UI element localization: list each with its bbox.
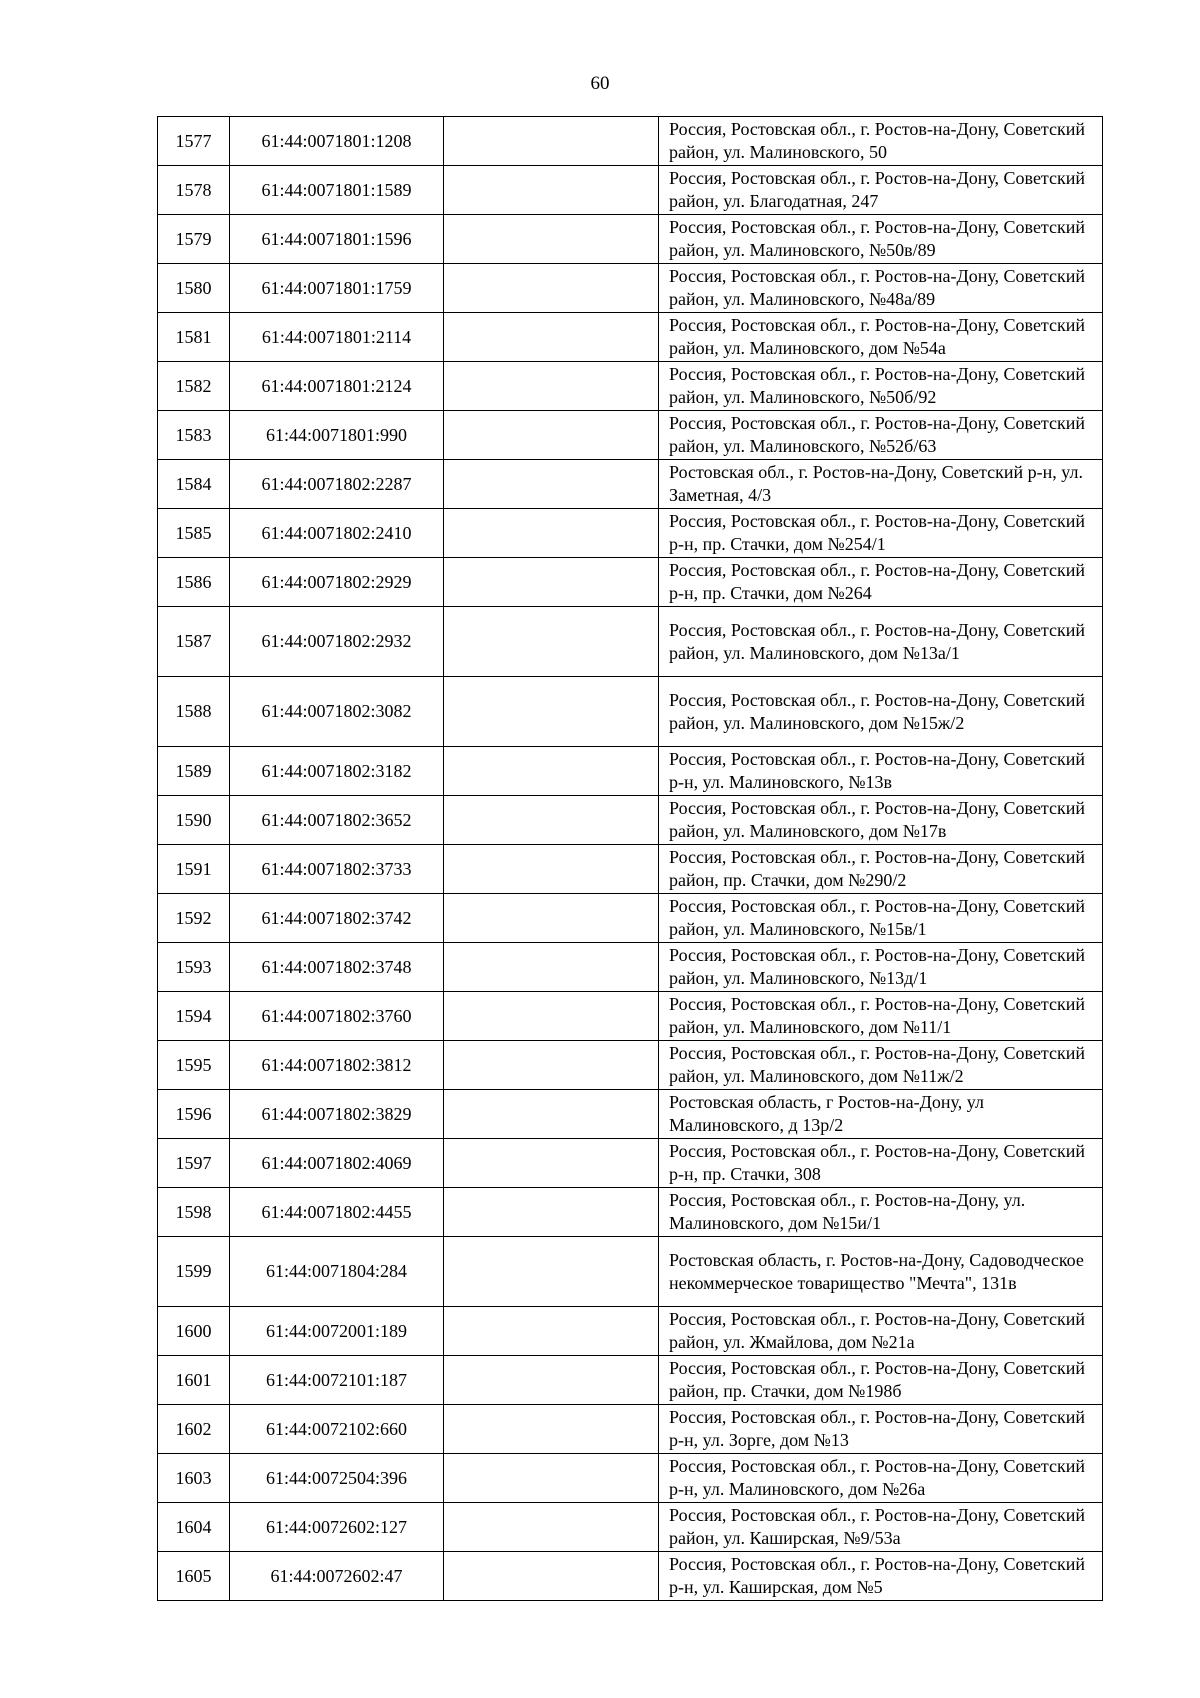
table-row [158, 1503, 1103, 1552]
address-cell: Россия, Ростовская обл., г. Ростов-на-Дону, Советский район, ул. Малиновского, №52б/63 [659, 411, 1103, 460]
property-table [157, 116, 1103, 1601]
row-number: 1591 [158, 845, 230, 894]
empty-cell [444, 411, 659, 460]
empty-cell [444, 607, 659, 677]
address-cell: Россия, Ростовская обл., г. Ростов-на-Дону, Советский район, ул. Малиновского, №48а/89 [659, 264, 1103, 313]
cadastral-number: 61:44:0071802:3812 [230, 1041, 444, 1090]
row-number: 1583 [158, 411, 230, 460]
empty-cell [444, 313, 659, 362]
cadastral-number: 61:44:0072602:47 [230, 1552, 444, 1601]
cadastral-number: 61:44:0071801:1589 [230, 166, 444, 215]
empty-cell [444, 1188, 659, 1237]
row-number: 1588 [158, 677, 230, 747]
address-cell: Россия, Ростовская обл., г. Ростов-на-Дону, Советский р-н, ул. Малиновского, дом №26а [659, 1454, 1103, 1503]
cadastral-number: 61:44:0071802:3082 [230, 677, 444, 747]
cadastral-number: 61:44:0072504:396 [230, 1454, 444, 1503]
address-cell: Россия, Ростовская обл., г. Ростов-на-Дону, Советский район, ул. Малиновского, №50б/92 [659, 362, 1103, 411]
row-number: 1600 [158, 1307, 230, 1356]
address-cell: Россия, Ростовская обл., г. Ростов-на-Дону, Советский район, ул. Малиновского, дом №15ж/2 [659, 677, 1103, 747]
cadastral-number: 61:44:0071802:4069 [230, 1139, 444, 1188]
address-cell: Ростовская обл., г. Ростов-на-Дону, Советский р-н, ул. Заметная, 4/3 [659, 460, 1103, 509]
address-cell: Россия, Ростовская обл., г. Ростов-на-Дону, Советский район, ул. Каширская, №9/53а [659, 1503, 1103, 1552]
address-cell: Россия, Ростовская обл., г. Ростов-на-Дону, Советский район, пр. Стачки, дом №290/2 [659, 845, 1103, 894]
table-row [158, 845, 1103, 894]
cadastral-number: 61:44:0071802:3760 [230, 992, 444, 1041]
address-cell: Россия, Ростовская обл., г. Ростов-на-Дону, Советский район, пр. Стачки, дом №198б [659, 1356, 1103, 1405]
row-number: 1604 [158, 1503, 230, 1552]
cadastral-number: 61:44:0071802:3182 [230, 747, 444, 796]
empty-cell [444, 1090, 659, 1139]
cadastral-number: 61:44:0071802:3733 [230, 845, 444, 894]
row-number: 1602 [158, 1405, 230, 1454]
empty-cell [444, 1139, 659, 1188]
address-cell: Ростовская область, г. Ростов-на-Дону, Садоводческое некоммерческое товарищество "Мечта", 131в [659, 1237, 1103, 1307]
row-number: 1595 [158, 1041, 230, 1090]
cadastral-number: 61:44:0071801:990 [230, 411, 444, 460]
cadastral-number: 61:44:0071802:2929 [230, 558, 444, 607]
row-number: 1592 [158, 894, 230, 943]
table-row [158, 264, 1103, 313]
row-number: 1594 [158, 992, 230, 1041]
row-number: 1585 [158, 509, 230, 558]
address-cell: Россия, Ростовская обл., г. Ростов-на-Дону, Советский р-н, пр. Стачки, дом №264 [659, 558, 1103, 607]
row-number: 1579 [158, 215, 230, 264]
table-row [158, 796, 1103, 845]
table-row [158, 1454, 1103, 1503]
empty-cell [444, 1552, 659, 1601]
cadastral-number: 61:44:0071801:2124 [230, 362, 444, 411]
table-row [158, 313, 1103, 362]
cadastral-number: 61:44:0071801:2114 [230, 313, 444, 362]
row-number: 1598 [158, 1188, 230, 1237]
row-number: 1599 [158, 1237, 230, 1307]
address-cell: Россия, Ростовская обл., г. Ростов-на-Дону, Советский район, ул. Малиновского, №15в/1 [659, 894, 1103, 943]
row-number: 1596 [158, 1090, 230, 1139]
table-row [158, 1237, 1103, 1307]
row-number: 1597 [158, 1139, 230, 1188]
empty-cell [444, 677, 659, 747]
table-row [158, 607, 1103, 677]
table-row [158, 460, 1103, 509]
cadastral-number: 61:44:0071802:3652 [230, 796, 444, 845]
cadastral-number: 61:44:0071802:2287 [230, 460, 444, 509]
empty-cell [444, 509, 659, 558]
cadastral-number: 61:44:0071802:4455 [230, 1188, 444, 1237]
address-cell: Россия, Ростовская обл., г. Ростов-на-Дону, Советский р-н, ул. Малиновского, №13в [659, 747, 1103, 796]
table-row [158, 362, 1103, 411]
address-cell: Россия, Ростовская обл., г. Ростов-на-Дону, Советский район, ул. Благодатная, 247 [659, 166, 1103, 215]
cadastral-number: 61:44:0072101:187 [230, 1356, 444, 1405]
table-row [158, 411, 1103, 460]
empty-cell [444, 1454, 659, 1503]
row-number: 1605 [158, 1552, 230, 1601]
address-cell: Россия, Ростовская обл., г. Ростов-на-Дону, Советский район, ул. Малиновского, 50 [659, 117, 1103, 166]
cadastral-number: 61:44:0071802:2932 [230, 607, 444, 677]
cadastral-number: 61:44:0071802:3748 [230, 943, 444, 992]
row-number: 1577 [158, 117, 230, 166]
empty-cell [444, 264, 659, 313]
empty-cell [444, 747, 659, 796]
empty-cell [444, 362, 659, 411]
empty-cell [444, 845, 659, 894]
cadastral-number: 61:44:0071802:2410 [230, 509, 444, 558]
address-cell: Россия, Ростовская обл., г. Ростов-на-Дону, Советский район, ул. Малиновского, дом №54а [659, 313, 1103, 362]
row-number: 1580 [158, 264, 230, 313]
cadastral-number: 61:44:0072602:127 [230, 1503, 444, 1552]
cadastral-number: 61:44:0071801:1596 [230, 215, 444, 264]
table-row [158, 509, 1103, 558]
empty-cell [444, 215, 659, 264]
address-cell: Россия, Ростовская обл., г. Ростов-на-Дону, Советский район, ул. Малиновского, дом №17в [659, 796, 1103, 845]
empty-cell [444, 1307, 659, 1356]
property-table-body [158, 117, 1103, 1601]
table-row [158, 117, 1103, 166]
empty-cell [444, 1041, 659, 1090]
address-cell: Россия, Ростовская обл., г. Ростов-на-Дону, Советский р-н, пр. Стачки, 308 [659, 1139, 1103, 1188]
empty-cell [444, 992, 659, 1041]
empty-cell [444, 117, 659, 166]
empty-cell [444, 1405, 659, 1454]
cadastral-number: 61:44:0071804:284 [230, 1237, 444, 1307]
row-number: 1601 [158, 1356, 230, 1405]
address-cell: Россия, Ростовская обл., г. Ростов-на-Дону, Советский район, ул. Малиновского, дом №13а/1 [659, 607, 1103, 677]
cadastral-number: 61:44:0071802:3742 [230, 894, 444, 943]
address-cell: Россия, Ростовская обл., г. Ростов-на-Дону, Советский р-н, ул. Зорге, дом №13 [659, 1405, 1103, 1454]
table-row [158, 558, 1103, 607]
empty-cell [444, 894, 659, 943]
row-number: 1578 [158, 166, 230, 215]
address-cell: Россия, Ростовская обл., г. Ростов-на-Дону, Советский район, ул. Малиновского, №50в/89 [659, 215, 1103, 264]
table-row [158, 1041, 1103, 1090]
table-row [158, 1405, 1103, 1454]
row-number: 1581 [158, 313, 230, 362]
table-row [158, 1139, 1103, 1188]
empty-cell [444, 166, 659, 215]
address-cell: Россия, Ростовская обл., г. Ростов-на-Дону, Советский р-н, пр. Стачки, дом №254/1 [659, 509, 1103, 558]
table-row [158, 1356, 1103, 1405]
page-number: 60 [590, 73, 610, 94]
address-cell: Россия, Ростовская обл., г. Ростов-на-Дону, Советский район, ул. Малиновского, дом №11/1 [659, 992, 1103, 1041]
cadastral-number: 61:44:0071801:1208 [230, 117, 444, 166]
table-row [158, 894, 1103, 943]
table-row [158, 1188, 1103, 1237]
row-number: 1603 [158, 1454, 230, 1503]
table-row [158, 166, 1103, 215]
table-row [158, 943, 1103, 992]
row-number: 1587 [158, 607, 230, 677]
table-row [158, 747, 1103, 796]
table-row [158, 677, 1103, 747]
table-row [158, 1307, 1103, 1356]
address-cell: Россия, Ростовская обл., г. Ростов-на-Дону, ул. Малиновского, дом №15и/1 [659, 1188, 1103, 1237]
cadastral-number: 61:44:0071802:3829 [230, 1090, 444, 1139]
row-number: 1586 [158, 558, 230, 607]
cadastral-number: 61:44:0072001:189 [230, 1307, 444, 1356]
address-cell: Ростовская область, г Ростов-на-Дону, ул Малиновского, д 13р/2 [659, 1090, 1103, 1139]
row-number: 1582 [158, 362, 230, 411]
row-number: 1593 [158, 943, 230, 992]
row-number: 1589 [158, 747, 230, 796]
table-row [158, 215, 1103, 264]
address-cell: Россия, Ростовская обл., г. Ростов-на-Дону, Советский район, ул. Малиновского, дом №11ж/2 [659, 1041, 1103, 1090]
table-row [158, 1552, 1103, 1601]
address-cell: Россия, Ростовская обл., г. Ростов-на-Дону, Советский район, ул. Жмайлова, дом №21а [659, 1307, 1103, 1356]
cadastral-number: 61:44:0072102:660 [230, 1405, 444, 1454]
empty-cell [444, 1503, 659, 1552]
row-number: 1584 [158, 460, 230, 509]
cadastral-number: 61:44:0071801:1759 [230, 264, 444, 313]
table-row [158, 992, 1103, 1041]
address-cell: Россия, Ростовская обл., г. Ростов-на-Дону, Советский р-н, ул. Каширская, дом №5 [659, 1552, 1103, 1601]
empty-cell [444, 558, 659, 607]
table-row [158, 1090, 1103, 1139]
empty-cell [444, 1237, 659, 1307]
empty-cell [444, 460, 659, 509]
empty-cell [444, 1356, 659, 1405]
address-cell: Россия, Ростовская обл., г. Ростов-на-Дону, Советский район, ул. Малиновского, №13д/1 [659, 943, 1103, 992]
row-number: 1590 [158, 796, 230, 845]
empty-cell [444, 796, 659, 845]
empty-cell [444, 943, 659, 992]
